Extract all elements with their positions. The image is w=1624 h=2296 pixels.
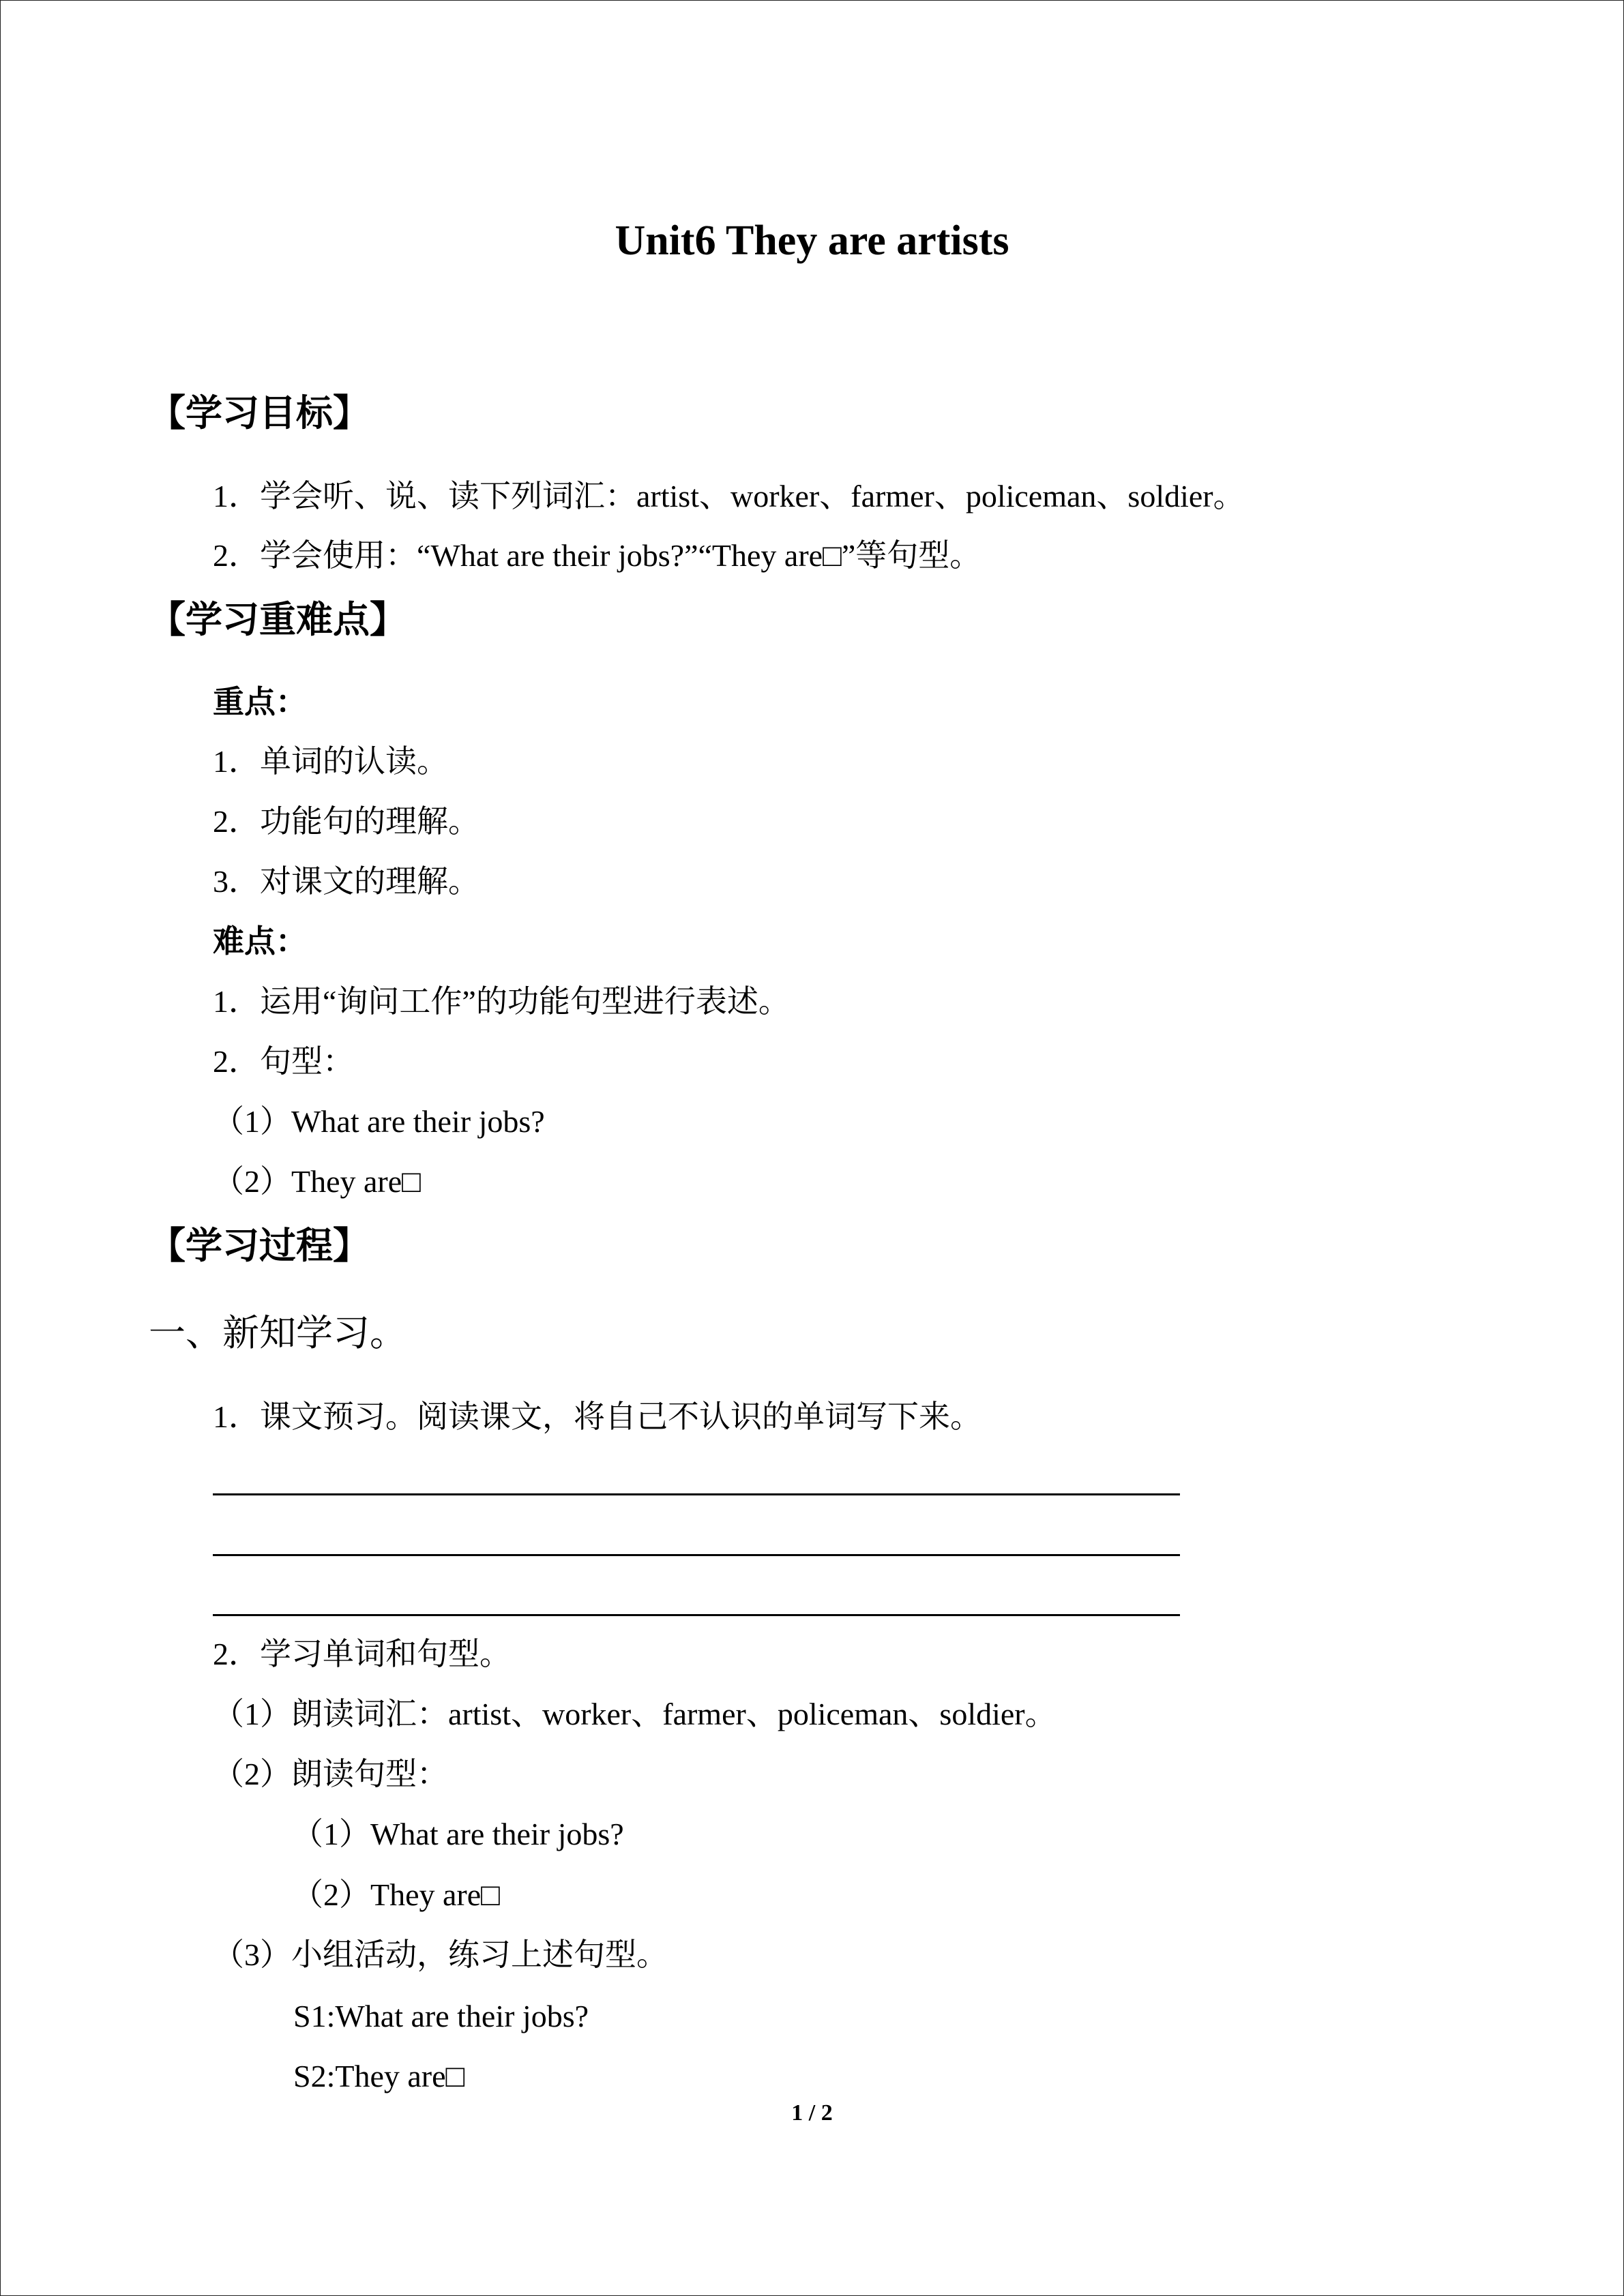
difficulty-item: （2）They are□: [213, 1164, 421, 1199]
difficulty-item: 2．句型：: [213, 1044, 354, 1079]
focus-item: 3．对课文的理解。: [213, 864, 479, 899]
page-number: 1 / 2: [791, 2100, 833, 2126]
goal-item: 1．学会听、说、读下列词汇：artist、worker、farmer、policeman、soldier。: [213, 479, 1245, 513]
sentence-pattern: （1）What are their jobs?: [292, 1817, 624, 1851]
document-title: Unit6 They are artists: [615, 218, 1009, 264]
step-item: 2．学习单词和句型。: [213, 1637, 511, 1671]
section-heading-goals: 【学习目标】: [149, 393, 370, 434]
difficulty-label: 难点：: [213, 924, 307, 959]
difficulty-item: （1）What are their jobs?: [213, 1104, 545, 1139]
section-heading-key-points: 【学习重难点】: [149, 599, 407, 640]
step-subitem: （1）朗读词汇：artist、worker、farmer、policeman、soldier。: [213, 1697, 1057, 1731]
focus-item: 1．单词的认读。: [213, 744, 448, 779]
focus-item: 2．功能句的理解。: [213, 804, 479, 839]
focus-label: 重点：: [213, 685, 307, 719]
part-heading: 一、新知学习。: [149, 1313, 407, 1354]
answer-blank-line[interactable]: [213, 1493, 1180, 1495]
difficulty-item: 1．运用“询问工作”的功能句型进行表述。: [213, 984, 790, 1019]
step-item: 1．课文预习。阅读课文，将自己不认识的单词写下来。: [213, 1399, 981, 1434]
section-heading-process: 【学习过程】: [149, 1225, 370, 1266]
answer-blank-line[interactable]: [213, 1554, 1180, 1556]
answer-blank-line[interactable]: [213, 1614, 1180, 1616]
dialogue-line: S2:They are□: [293, 2059, 465, 2093]
step-subitem: （3）小组活动，练习上述句型。: [213, 1937, 668, 1972]
sentence-pattern: （2）They are□: [292, 1877, 500, 1912]
dialogue-line: S1:What are their jobs?: [293, 1999, 589, 2033]
goal-item: 2．学会使用：“What are their jobs?”“They are□”等句型。: [213, 538, 981, 573]
step-subitem: （2）朗读句型：: [213, 1757, 448, 1791]
